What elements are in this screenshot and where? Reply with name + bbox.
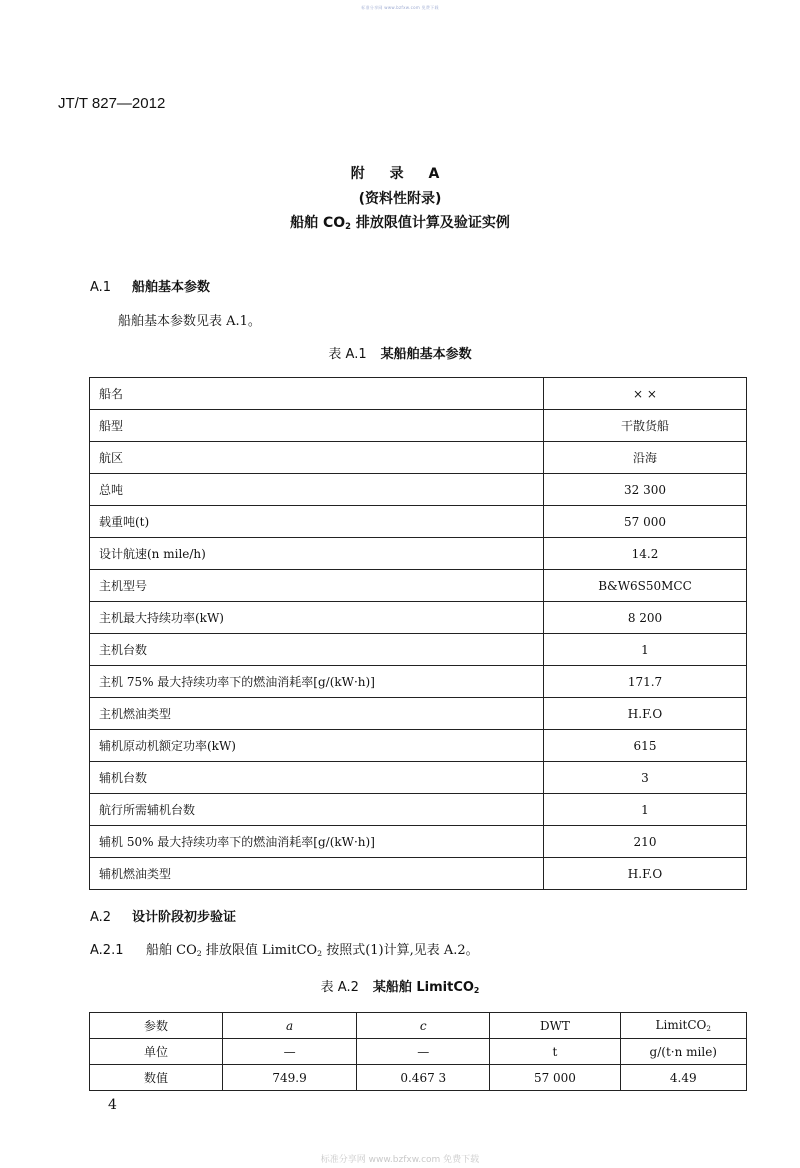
table-row bbox=[90, 858, 747, 890]
text-part: 排放限值 LimitCO bbox=[201, 943, 318, 958]
table-row bbox=[90, 730, 747, 762]
section-a21-paragraph bbox=[90, 939, 479, 958]
param-value: 3 bbox=[544, 762, 747, 794]
param-label: 设计航速(n mile/h) bbox=[90, 538, 544, 570]
annex-main-title bbox=[0, 212, 800, 232]
section-heading-a1 bbox=[90, 276, 210, 295]
annex-main-title-sub: 2 bbox=[345, 221, 351, 231]
param-value: 1 bbox=[544, 794, 747, 826]
row-label: 数值 bbox=[90, 1065, 223, 1091]
cell: t bbox=[490, 1039, 620, 1065]
cell: — bbox=[357, 1039, 490, 1065]
annex-title: 附 录 A bbox=[350, 166, 450, 182]
param-label: 船名 bbox=[90, 378, 544, 410]
caption-title: 某船舶基本参数 bbox=[380, 347, 472, 362]
table-row bbox=[90, 762, 747, 794]
table-row bbox=[90, 570, 747, 602]
header-cell bbox=[620, 1013, 746, 1039]
caption-number: 表 A.2 bbox=[320, 980, 359, 995]
param-value: 210 bbox=[544, 826, 747, 858]
cell: 749.9 bbox=[223, 1065, 357, 1091]
header-text: LimitCO bbox=[655, 1018, 707, 1032]
param-value: H.F.O bbox=[544, 858, 747, 890]
text-part: 船舶 CO bbox=[146, 943, 197, 958]
param-value: 8 200 bbox=[544, 602, 747, 634]
section-a1-paragraph: 船舶基本参数见表 A.1。 bbox=[118, 314, 261, 329]
header-cell: c bbox=[357, 1013, 490, 1039]
param-value: × × bbox=[544, 378, 747, 410]
watermark-top: 标准分享网 www.bzfxw.com 免费下载 bbox=[361, 5, 439, 10]
page-number: 4 bbox=[108, 1097, 117, 1113]
caption-number: 表 A.1 bbox=[328, 347, 367, 362]
annex-main-title-pre: 船舶 CO bbox=[290, 215, 346, 231]
caption-subscript: 2 bbox=[473, 986, 480, 995]
table-a2-caption bbox=[0, 976, 800, 995]
param-value: 57 000 bbox=[544, 506, 747, 538]
param-label: 主机 75% 最大持续功率下的燃油消耗率[g/(kW·h)] bbox=[90, 666, 544, 698]
table-row bbox=[90, 1065, 747, 1091]
subscript: 2 bbox=[196, 949, 202, 958]
param-value: 14.2 bbox=[544, 538, 747, 570]
table-row bbox=[90, 666, 747, 698]
header-cell: DWT bbox=[490, 1013, 620, 1039]
table-row bbox=[90, 602, 747, 634]
cell: 4.49 bbox=[620, 1065, 746, 1091]
table-a2-limitco2 bbox=[89, 1012, 747, 1091]
param-label: 航行所需辅机台数 bbox=[90, 794, 544, 826]
row-label: 单位 bbox=[90, 1039, 223, 1065]
table-row bbox=[90, 634, 747, 666]
section-title: 船舶基本参数 bbox=[132, 280, 211, 295]
cell: 57 000 bbox=[490, 1065, 620, 1091]
table-row bbox=[90, 410, 747, 442]
cell: — bbox=[223, 1039, 357, 1065]
param-value: 32 300 bbox=[544, 474, 747, 506]
param-label: 辅机燃油类型 bbox=[90, 858, 544, 890]
header-cell: 参数 bbox=[90, 1013, 223, 1039]
text-part: 按照式(1)计算,见表 A.2。 bbox=[322, 943, 479, 958]
section-number: A.2.1 bbox=[90, 943, 124, 958]
section-number: A.1 bbox=[90, 280, 112, 295]
table-header-row bbox=[90, 1013, 747, 1039]
param-label: 主机型号 bbox=[90, 570, 544, 602]
table-a1-caption bbox=[0, 343, 800, 362]
table-row bbox=[90, 474, 747, 506]
cell: g/(t·n mile) bbox=[620, 1039, 746, 1065]
param-label: 主机燃油类型 bbox=[90, 698, 544, 730]
table-row bbox=[90, 538, 747, 570]
param-value: H.F.O bbox=[544, 698, 747, 730]
caption-title: 某船舶 LimitCO bbox=[372, 980, 474, 995]
param-label: 船型 bbox=[90, 410, 544, 442]
table-row bbox=[90, 1039, 747, 1065]
annex-main-title-post: 排放限值计算及验证实例 bbox=[351, 215, 510, 231]
standard-code: JT/T 827—2012 bbox=[58, 95, 166, 112]
cell: 0.467 3 bbox=[357, 1065, 490, 1091]
table-row bbox=[90, 826, 747, 858]
param-label: 总吨 bbox=[90, 474, 544, 506]
param-label: 航区 bbox=[90, 442, 544, 474]
param-value: 干散货船 bbox=[544, 410, 747, 442]
param-value: B&W6S50MCC bbox=[544, 570, 747, 602]
section-title: 设计阶段初步验证 bbox=[132, 910, 237, 925]
table-row bbox=[90, 698, 747, 730]
param-value: 沿海 bbox=[544, 442, 747, 474]
param-label: 载重吨(t) bbox=[90, 506, 544, 538]
param-label: 辅机原动机额定功率(kW) bbox=[90, 730, 544, 762]
subscript: 2 bbox=[706, 1024, 711, 1033]
section-number: A.2 bbox=[90, 910, 112, 925]
param-value: 615 bbox=[544, 730, 747, 762]
param-label: 辅机台数 bbox=[90, 762, 544, 794]
param-label: 主机最大持续功率(kW) bbox=[90, 602, 544, 634]
table-row bbox=[90, 794, 747, 826]
header-cell: a bbox=[223, 1013, 357, 1039]
param-value: 1 bbox=[544, 634, 747, 666]
table-row bbox=[90, 378, 747, 410]
annex-subtitle: (资料性附录) bbox=[358, 191, 442, 207]
table-a1-ship-parameters bbox=[89, 377, 747, 890]
param-value: 171.7 bbox=[544, 666, 747, 698]
table-row bbox=[90, 442, 747, 474]
subscript: 2 bbox=[317, 949, 323, 958]
table-row bbox=[90, 506, 747, 538]
param-label: 辅机 50% 最大持续功率下的燃油消耗率[g/(kW·h)] bbox=[90, 826, 544, 858]
section-heading-a2 bbox=[90, 906, 236, 925]
param-label: 主机台数 bbox=[90, 634, 544, 666]
watermark-bottom: 标准分享网 www.bzfxw.com 免费下载 bbox=[320, 1155, 480, 1165]
